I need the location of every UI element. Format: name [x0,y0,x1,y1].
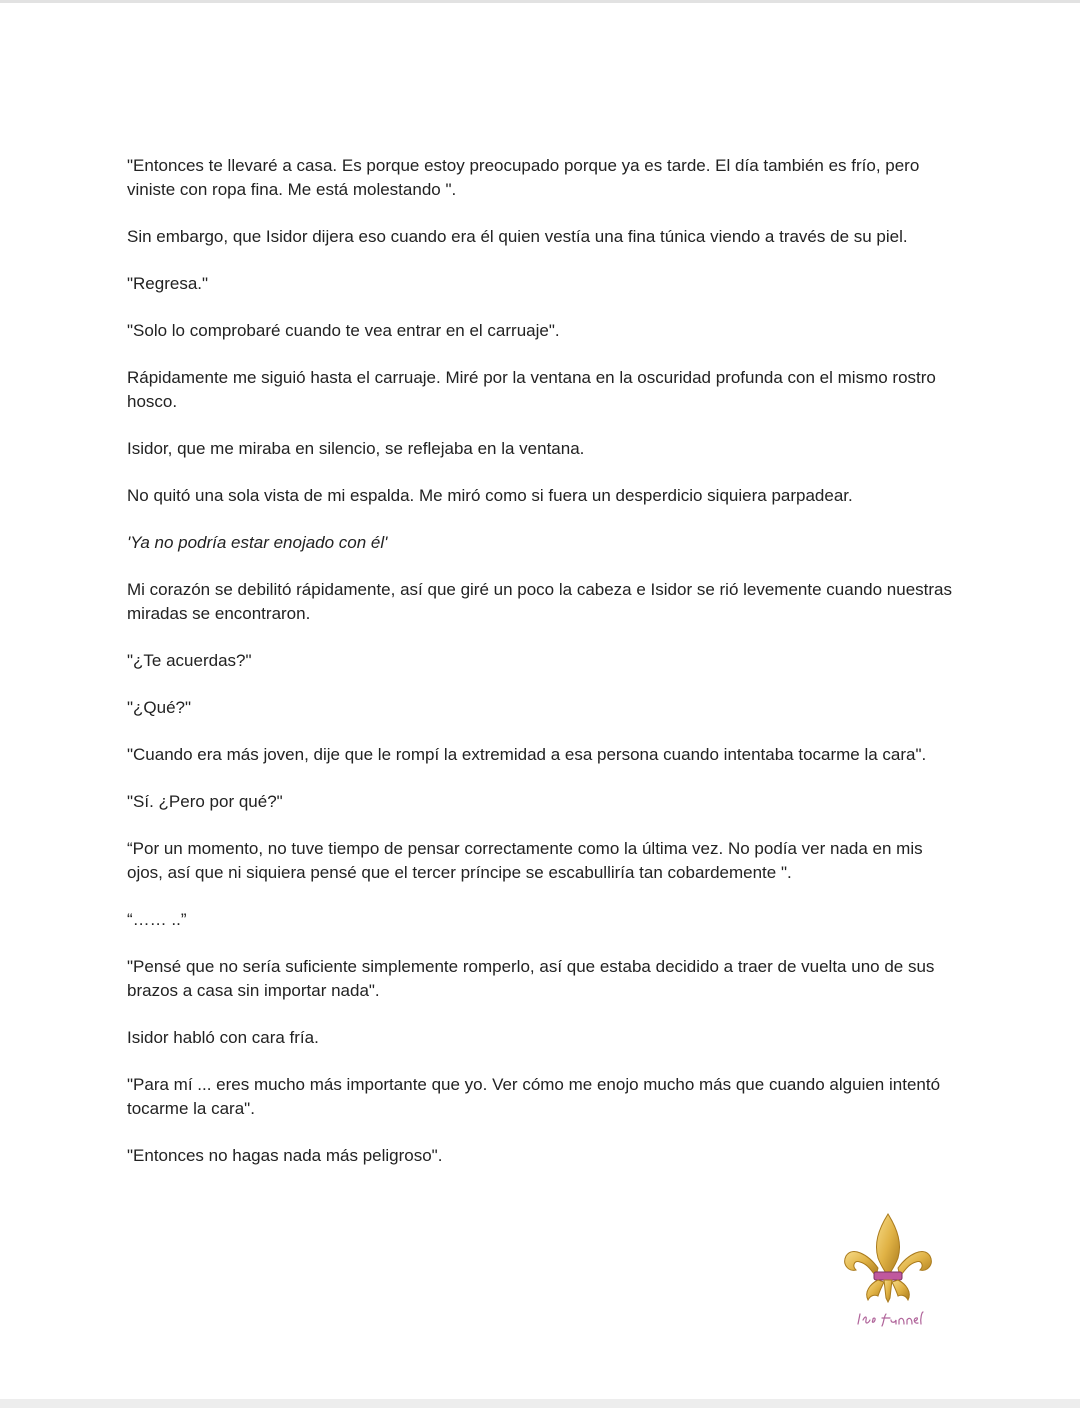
paragraph: Sin embargo, que Isidor dijera eso cuando era él quien vestía una fina túnica viendo a través de su piel. [127,227,908,246]
paragraph: "Cuando era más joven, dije que le rompí la extremidad a esa persona cuando intentaba tocarme la cara". [127,745,927,764]
paragraph: "Entonces no hagas nada más peligroso". [127,1146,443,1165]
paragraph: “Por un momento, no tuve tiempo de pensar correctamente como la última vez. No podía ver nada en mis ojos, así que ni siquiera pensé que el tercer príncipe se escabulliría tan cobardemente ". [127,839,923,882]
paragraph: "Para mí ... eres mucho más importante que yo. Ver cómo me enojo mucho más que cuando alguien intentó tocarme la cara". [127,1075,941,1118]
document-body [127,154,957,1191]
paragraph: "Pensé que no sería suficiente simplemente romperlo, así que estaba decidido a traer de vuelta uno de sus brazos a casa sin importar nada". [127,957,935,1000]
paragraph: Mi corazón se debilitó rápidamente, así que giré un poco la cabeza e Isidor se rió levemente cuando nuestras miradas se encontraron. [127,580,952,623]
fleur-de-lis-icon [838,1210,938,1330]
paragraph: "Sí. ¿Pero por qué?" [127,792,283,811]
document-page [0,3,1080,1399]
paragraph: Rápidamente me siguió hasta el carruaje. Miré por la ventana en la oscuridad profunda con el mismo rostro hosco. [127,368,936,411]
paragraph: "¿Te acuerdas?" [127,651,252,670]
paragraph: "Regresa." [127,274,209,293]
paragraph: No quitó una sola vista de mi espalda. Me miró como si fuera un desperdicio siquiera parpadear. [127,486,853,505]
paragraph: Isidor, que me miraba en silencio, se reflejaba en la ventana. [127,439,585,458]
paragraph: "Solo lo comprobaré cuando te vea entrar en el carruaje". [127,321,560,340]
signature-scribble [858,1312,923,1326]
paragraph: "¿Qué?" [127,698,192,717]
paragraph: “…… ..” [127,910,187,929]
paragraph: Isidor habló con cara fría. [127,1028,319,1047]
paragraph-italic-thought: 'Ya no podría estar enojado con él' [127,533,388,552]
paragraph: "Entonces te llevaré a casa. Es porque estoy preocupado porque ya es tarde. El día también es frío, pero viniste con ropa fina. Me está molestando ". [127,156,920,199]
watermark-logo [838,1210,938,1330]
